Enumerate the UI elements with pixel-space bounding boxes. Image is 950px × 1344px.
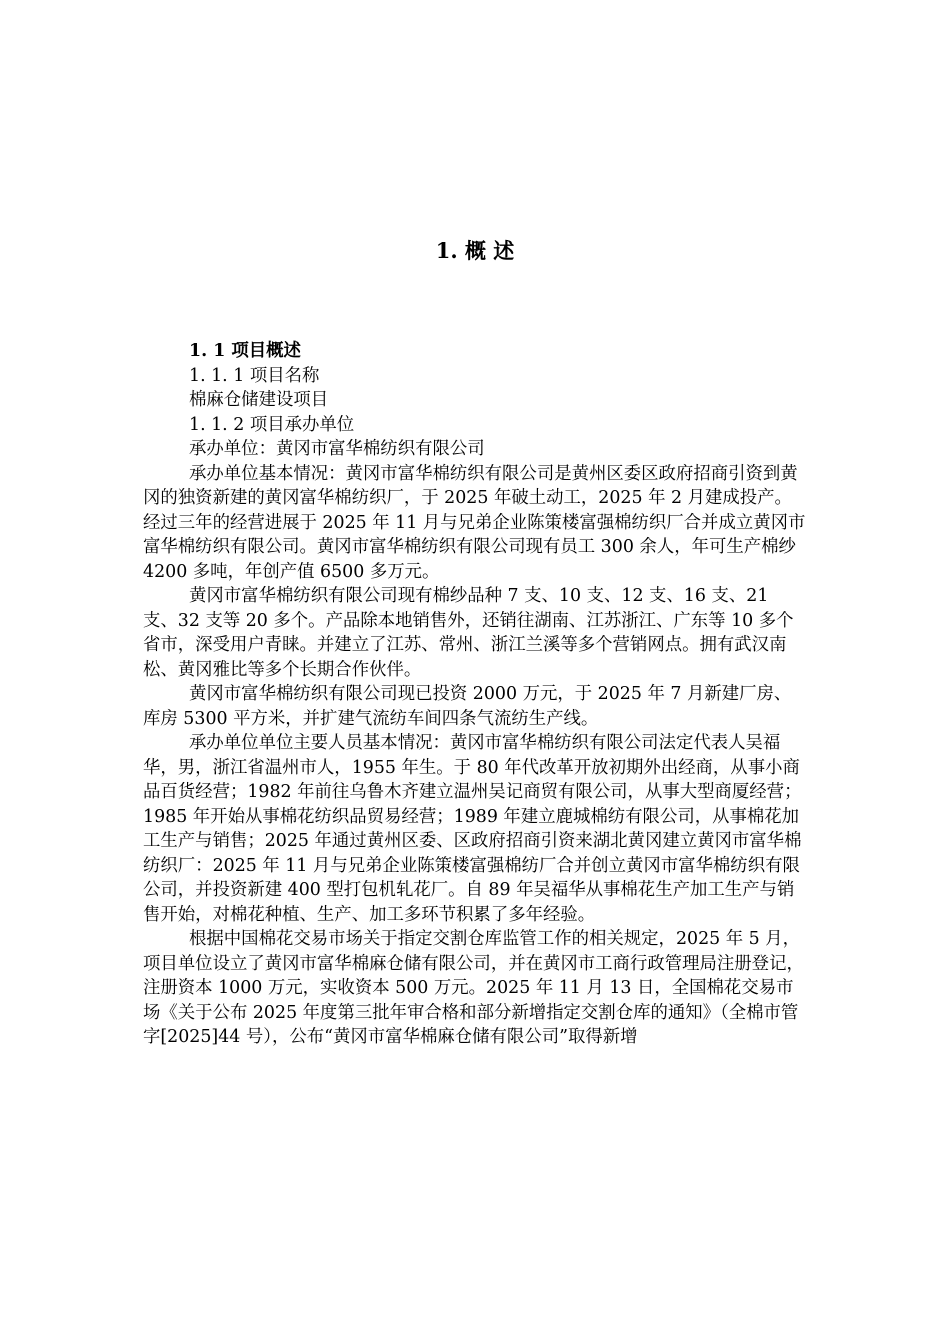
organizer-line: 承办单位：黄冈市富华棉纺织有限公司 — [189, 439, 485, 459]
section-heading-1-1-1: 1. 1. 1 项目名称 — [189, 365, 320, 386]
paragraph-investment: 黄冈市富华棉纺织有限公司现已投资 2000 万元，于 2025 年 7 月新建厂房、库房 5300 平方米，并扩建气流纺车间四条气流纺生产线。 — [143, 684, 792, 729]
project-name: 棉麻仓储建设项目 — [189, 390, 329, 410]
chapter-title: 1. 概 述 — [435, 238, 515, 263]
paragraph-warehouse-registration: 根据中国棉花交易市场关于指定交割仓库监管工作的相关规定，2025 年 5 月，项目单位设立了黄冈市富华棉麻仓储有限公司，并在黄冈市工商行政管理局注册登记，注册资本 1000 万元，实收资本 500 万元。2025 年 11 月 13 日，全国棉花交易市场《关于公布 2025 年度第三批年审合格和部分新增指定交割仓库的通知》（全棉市管字[2025]44 号），公布“黄冈市富华棉麻仓储有限公司”取得新增 — [143, 929, 804, 1047]
document-body — [143, 339, 807, 1050]
paragraph-products: 黄冈市富华棉纺织有限公司现有棉纱品种 7 支、10 支、12 支、16 支、21 支、32 支等 20 多个。产品除本地销售外，还销往湖南、江苏浙江、广东等 10 多个省市，深受用户青睐。并建立了江苏、常州、浙江兰溪等多个营销网点。拥有武汉南松、黄冈雅比等多个长期合作伙伴。 — [143, 586, 794, 680]
section-heading-1-1: 1. 1 项目概述 — [189, 341, 301, 361]
section-heading-1-1-2: 1. 1. 2 项目承办单位 — [189, 414, 355, 435]
paragraph-organizer-overview: 承办单位基本情况：黄冈市富华棉纺织有限公司是黄州区委区政府招商引资到黄冈的独资新建的黄冈富华棉纺织厂，于 2025 年破土动工，2025 年 2 月建成投产。经过三年的经营进展于 2025 年 11 月与兄弟企业陈策楼富强棉纺织厂合并成立黄冈市富华棉纺织有限公司。黄冈市富华棉纺织有限公司现有员工 300 余人，年可生产棉纱 4200 多吨，年创产值 6500 多万元。 — [143, 463, 806, 582]
paragraph-key-personnel: 承办单位单位主要人员基本情况：黄冈市富华棉纺织有限公司法定代表人吴福华，男，浙江省温州市人，1955 年生。于 80 年代改革开放初期外出经商，从事小商品百货经营；1982 年前往乌鲁木齐建立温州吴记商贸有限公司，从事大型商厦经营；1985 年开始从事棉花纺织品贸易经营；1989 年建立鹿城棉纺有限公司，从事棉花加工生产与销售；2025 年通过黄州区委、区政府招商引资来湖北黄冈建立黄冈市富华棉纺织厂：2025 年 11 月与兄弟企业陈策楼富强棉纺厂合并创立黄冈市富华棉纺织有限公司，并投资新建 400 型打包机轧花厂。自 89 年吴福华从事棉花生产加工生产与销售开始，对棉花种植、生产、加工多环节积累了多年经验。 — [143, 733, 802, 925]
